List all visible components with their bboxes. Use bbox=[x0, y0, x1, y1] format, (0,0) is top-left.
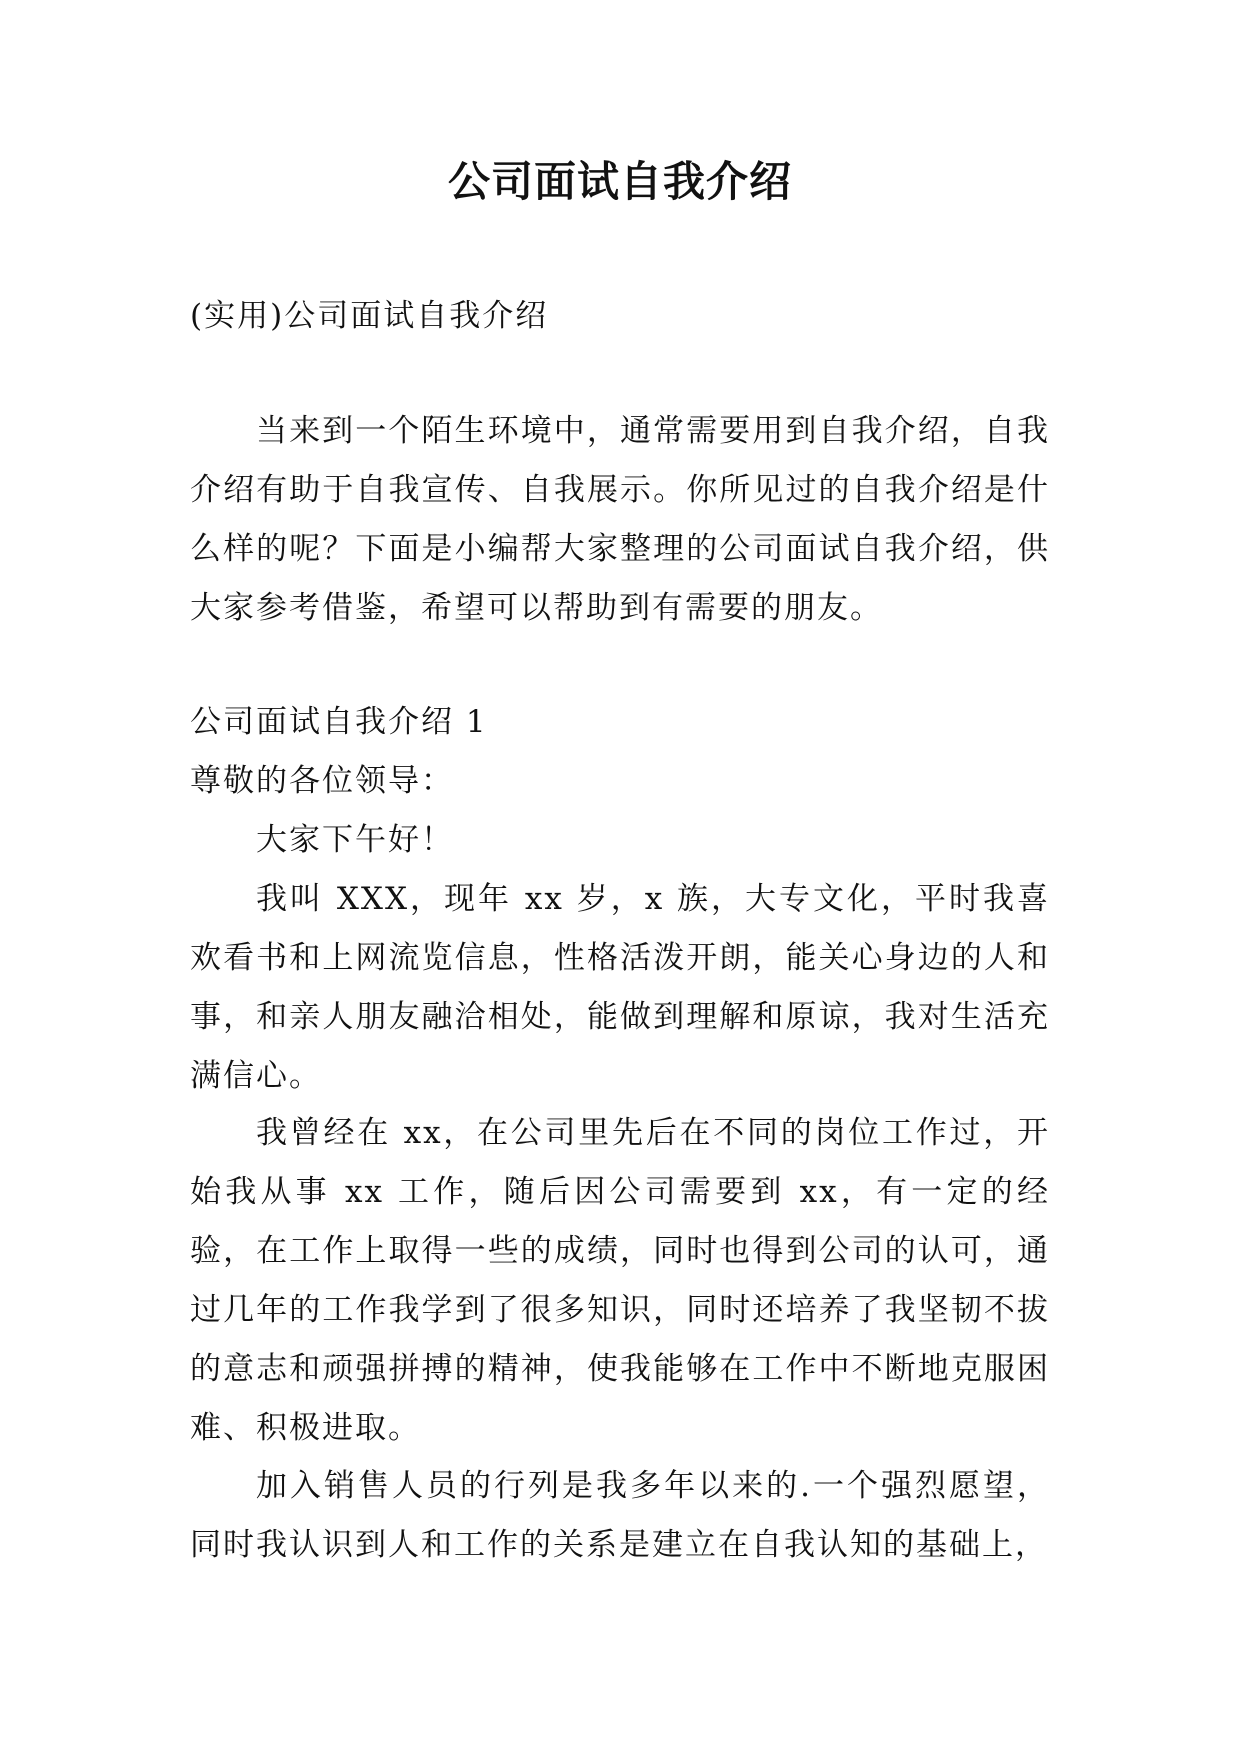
document-subtitle: (实用)公司面试自我介绍 bbox=[190, 298, 549, 334]
document-title: 公司面试自我介绍 bbox=[447, 157, 792, 206]
intro-paragraph: 当来到一个陌生环境中，通常需要用到自我介绍，自我介绍有助于自我宣传、自我展示。你所见过的自我介绍是什么样的呢？下面是小编帮大家整理的公司面试自我介绍，供大家参考借鉴，希望可以帮助到有需要的朋友。 bbox=[190, 413, 1050, 626]
body-paragraph-2: 我曾经在 xx，在公司里先后在不同的岗位工作过，开始我从事 xx 工作，随后因公司需要到 xx，有一定的经验，在工作上取得一些的成绩，同时也得到公司的认可，通过几年的工作我学到了很多知识，同时还培养了我坚韧不拔的意志和顽强拼搏的精神，使我能够在工作中不断地克服困难、积极进取。 bbox=[190, 1115, 1050, 1446]
greeting-line: 大家下午好！ bbox=[256, 822, 454, 858]
section-heading: 公司面试自我介绍 1 bbox=[190, 704, 488, 740]
body-paragraph-3: 加入销售人员的行列是我多年以来的.一个强烈愿望，同时我认识到人和工作的关系是建立在自我认知的基础上， bbox=[190, 1468, 1050, 1563]
body-paragraph-1: 我叫 XXX，现年 xx 岁，x 族，大专文化，平时我喜欢看书和上网流览信息，性格活泼开朗，能关心身边的人和事，和亲人朋友融洽相处，能做到理解和原谅，我对生活充满信心。 bbox=[190, 881, 1050, 1094]
salutation-line: 尊敬的各位领导： bbox=[190, 763, 454, 799]
